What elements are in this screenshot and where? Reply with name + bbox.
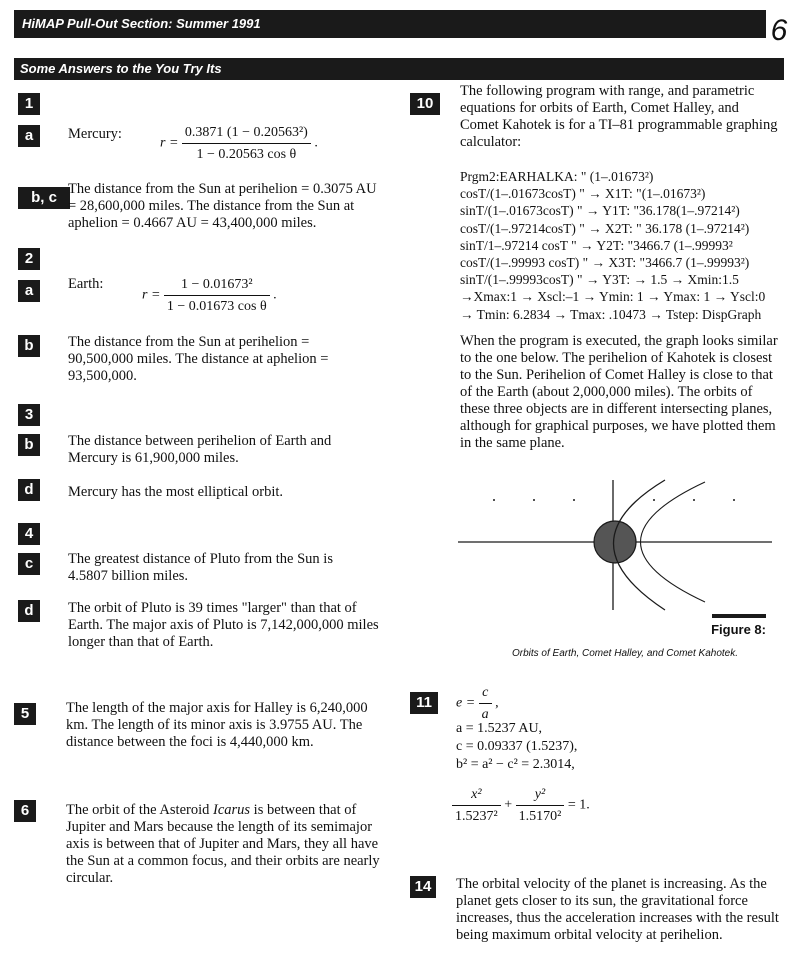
- answer-bc-text: The distance from the Sun at perihelion = 0.3075 AU = 28,600,000 miles. The distance from the Sun at aphelion = 0.4667 AU = 43,400,000 miles.: [68, 181, 377, 231]
- mercury-denominator: 1 − 0.20563 cos θ: [196, 147, 297, 162]
- question-6-badge: 6: [14, 800, 36, 822]
- question-11-line: a = 1.5237 AU,: [456, 721, 543, 736]
- tick-marks: [493, 499, 735, 501]
- tick-mark: [573, 499, 575, 501]
- mercury-numerator: 0.3871 (1 − 0.20563²): [182, 124, 311, 144]
- answer-4d-text: The orbit of Pluto is 39 times "larger" than that of Earth. The major axis of Pluto is 7,142,000,000 miles longer than that of Earth.: [68, 600, 379, 650]
- eccentricity-numerator: c: [479, 684, 492, 704]
- mercury-label: Mercury:: [68, 126, 122, 142]
- header-bar: [14, 10, 766, 38]
- mercury-equation: [160, 124, 318, 163]
- tick-mark: [653, 499, 655, 501]
- question-14-badge: 14: [410, 876, 436, 898]
- question-5-badge: 5: [14, 703, 36, 725]
- program-line: sinT/1–.97214 cosT " → Y2T: "3466.7 (1–.99993²: [460, 237, 733, 253]
- answer-3d-badge: d: [18, 479, 40, 501]
- mercury-period: .: [314, 135, 318, 151]
- ellipse-x-numerator: x²: [452, 786, 501, 806]
- tick-mark: [733, 499, 735, 501]
- section-title: Some Answers to the You Try Its: [14, 58, 784, 80]
- ellipse-equation: [452, 786, 590, 825]
- program-line: cosT/(1–.01673cosT) " → X1T: "(1–.01673²): [460, 186, 706, 202]
- answer-4c-badge: c: [18, 553, 40, 575]
- answer-1a-badge: a: [18, 125, 40, 147]
- ellipse-y-denominator: 1.5170²: [518, 809, 562, 824]
- earth-label: Earth:: [68, 276, 104, 292]
- program-line: sinT/(1–.01673cosT) " → Y1T: "36.178(1–.97214²): [460, 203, 740, 219]
- answer-3b-badge: b: [18, 434, 40, 456]
- tick-mark: [493, 499, 495, 501]
- eccentricity-equation: [456, 684, 499, 723]
- question-2-badge: 2: [18, 248, 40, 270]
- header-title: HiMAP Pull-Out Section: Summer 1991: [22, 16, 261, 31]
- ellipse-x-fraction: [452, 786, 501, 825]
- eccentricity-fraction: [479, 684, 492, 723]
- answer-6-icarus: Icarus: [212, 802, 251, 818]
- tick-mark: [693, 499, 695, 501]
- question-11-badge: 11: [410, 692, 438, 714]
- answer-3d-text: Mercury has the most elliptical orbit.: [68, 484, 284, 500]
- program-line: →Xmax:1 → Xscl:–1 → Ymin: 1 → Ymax: 1 → Yscl:0: [460, 289, 766, 305]
- question-11-line: c = 0.09337 (1.5237),: [456, 739, 578, 754]
- earth-denominator: 1 − 0.01673 cos θ: [166, 299, 267, 314]
- answer-2a-badge: a: [18, 280, 40, 302]
- question-11-line: b² = a² − c² = 2.3014,: [456, 757, 575, 772]
- answer-6-text-a: The orbit of the Asteroid: [66, 802, 213, 818]
- answer-4c-text: The greatest distance of Pluto from the Sun is 4.5807 billion miles.: [68, 551, 333, 584]
- eccentricity-comma: ,: [495, 695, 499, 711]
- answer-4d-badge: d: [18, 600, 40, 622]
- figure-caption: Orbits of Earth, Comet Halley, and Comet Kahotek.: [511, 648, 739, 659]
- ellipse-y-fraction: [516, 786, 565, 825]
- eccentricity-denominator: a: [481, 707, 489, 722]
- program-line: cosT/(1–.99993 cosT) " → X3T: "3466.7 (1–.99993²): [460, 255, 750, 270]
- ellipse-x-denominator: 1.5237²: [455, 809, 498, 824]
- mercury-r: r =: [160, 135, 179, 151]
- answer-14-text: The orbital velocity of the planet is increasing. As the planet gets closer to its sun, the gravitational force increases, thus the acceleration increases with the result being maximum orbital velocity at perihelion.: [456, 876, 779, 943]
- program-line: → Tmin: 6.2834 → Tmax: .10473 → Tstep: DispGraph: [460, 306, 762, 322]
- question-10-badge: 10: [410, 93, 440, 115]
- ellipse-plus: +: [504, 797, 513, 813]
- earth-equation: [142, 276, 277, 315]
- answer-2b-text: The distance from the Sun at perihelion = 90,500,000 miles. The distance at aphelion = 93,500,000.: [68, 334, 329, 384]
- answer-6-text-b: is between that of Jupiter and Mars because the length of its semimajor axis is between that of Jupiter and Mars, they all have the Sun at a common focus, and their orbits are nearly circular.: [66, 802, 380, 886]
- mercury-fraction: [182, 124, 311, 163]
- answer-2b-badge: b: [18, 335, 40, 357]
- answer-5-text: The length of the major axis for Halley is 6,240,000 km. The length of its minor axis is 3.9755 AU. The distance between the foci is 4,440,000 km.: [66, 700, 368, 750]
- figure-label: Figure 8:: [711, 622, 766, 637]
- answer-3b-text: The distance between perihelion of Earth and Mercury is 61,900,000 miles.: [68, 433, 332, 466]
- eccentricity-e: e =: [456, 695, 476, 711]
- answer-bc-badge: b, c: [18, 187, 70, 209]
- ellipse-y-numerator: y²: [516, 786, 565, 806]
- question-4-badge: 4: [18, 523, 40, 545]
- earth-period: .: [273, 287, 277, 303]
- earth-r: r =: [142, 287, 161, 303]
- program-line: Prgm2:EARHALKA: " (1–.01673²): [460, 169, 654, 184]
- tick-mark: [533, 499, 535, 501]
- page-number: 6: [770, 14, 788, 47]
- question-10-intro: The following program with range, and parametric equations for orbits of Earth, Comet Halley, and Comet Kahotek is for a TI–81 programmable graphing calculator:: [460, 83, 778, 150]
- answer-6-text: [66, 802, 391, 887]
- earth-numerator: 1 − 0.01673²: [164, 276, 270, 296]
- question-3-badge: 3: [18, 404, 40, 426]
- question-10-result: When the program is executed, the graph looks similar to the one below. The perihelion of Kahotek is closest to the Sun. Perihelion of Comet Halley is close to that of the Earth (about 2,000,000 miles). The orbits of these three objects are in different intersecting planes, although for graphical purposes, we have plotted them in the same plane.: [460, 333, 778, 451]
- ellipse-equals: = 1.: [567, 797, 590, 813]
- earth-fraction: [164, 276, 270, 315]
- figure-rule: [712, 614, 766, 618]
- program-line: cosT/(1–.97214cosT) " → X2T: " 36.178 (1–.97214²): [460, 220, 750, 236]
- program-line: sinT/(1–.99993cosT) " → Y3T: → 1.5 → Xmin:1.5: [460, 272, 739, 288]
- question-1-badge: 1: [18, 93, 40, 115]
